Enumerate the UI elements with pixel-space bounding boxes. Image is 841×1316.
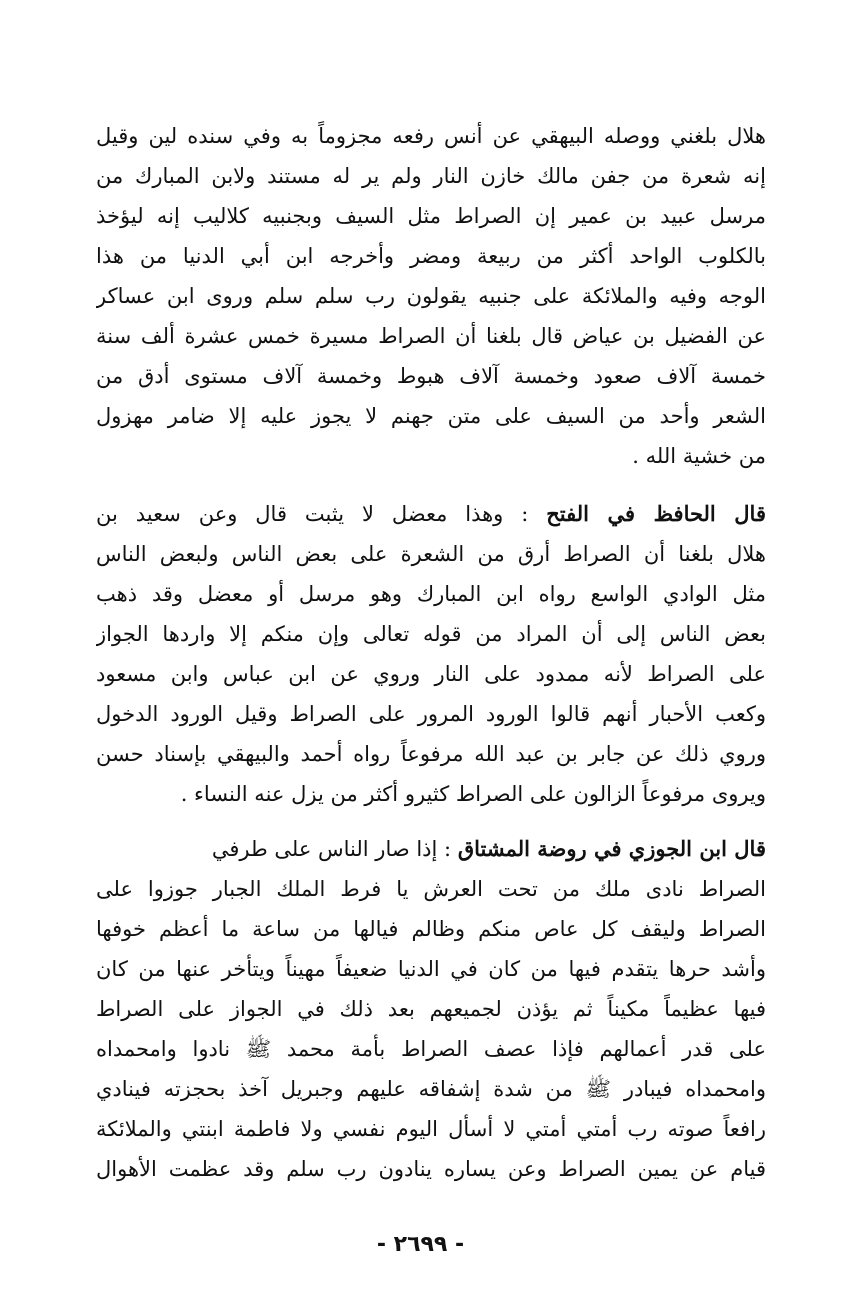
text-line: وكعب الأحبار أنهم قالوا الورود المرور على الصراط وقيل الورود الدخول	[96, 702, 766, 726]
text-line: رافعاً صوته رب أمتي أمتي لا أسأل اليوم نفسي ولا فاطمة ابنتي والملائكة	[96, 1117, 766, 1141]
paragraph-heading: قال الحافظ في الفتح	[546, 501, 766, 526]
paragraph-heading: قال ابن الجوزي في روضة المشتاق	[457, 836, 766, 861]
page-number: - ٢٦٩٩ -	[376, 1232, 465, 1257]
paragraph-3	[96, 829, 766, 1189]
text-line: ويروى مرفوعاً الزالون على الصراط كثيرو أكثر من يزل عنه النساء .	[180, 782, 766, 806]
text-line: مثل الوادي الواسع رواه ابن المبارك وهو مرسل أو معضل وقد ذهب	[96, 582, 766, 606]
text-line: بالكلوب الواحد أكثر من ربيعة ومضر وأخرجه ابن أبي الدنيا من هذا	[96, 244, 766, 268]
text-line-rest: : وهذا معضل لا يثبت قال وعن سعيد بن	[96, 502, 529, 526]
text-line: من خشية الله .	[632, 444, 766, 468]
paragraph-2	[96, 494, 766, 814]
text-line: خمسة آلاف صعود وخمسة آلاف هبوط وخمسة آلاف مستوى أدق من	[96, 364, 766, 388]
text-line: على الصراط لأنه ممدود على النار وروي عن ابن عباس وابن مسعود	[96, 662, 766, 686]
text-line: إنه شعرة من جفن مالك خازن النار ولم ير له مستند ولابن المبارك من	[96, 164, 766, 188]
text-line-with-heading	[96, 494, 766, 534]
paragraph-1	[96, 116, 766, 476]
text-line: هلال بلغني ووصله البيهقي عن أنس رفعه مجزوماً به وفي سنده لين وقيل	[96, 124, 766, 148]
text-line: هلال بلغنا أن الصراط أرق من الشعرة على بعض الناس ولبعض الناس	[96, 542, 766, 566]
text-line-rest: : إذا صار الناس على طرفي	[211, 837, 452, 861]
text-line: مرسل عبيد بن عمير إن الصراط مثل السيف وبجنبيه كلاليب إنه ليؤخذ	[96, 204, 766, 228]
text-line-with-heading	[96, 829, 766, 869]
text-line: الوجه وفيه والملائكة على جنبيه يقولون رب سلم سلم وروى ابن عساكر	[96, 284, 766, 308]
text-line: الشعر وأحد من السيف على متن جهنم لا يجوز عليه إلا ضامر مهزول	[96, 404, 766, 428]
text-line: عن الفضيل بن عياض قال بلغنا أن الصراط مسيرة خمس عشرة ألف سنة	[96, 324, 766, 348]
text-line: وامحمداه فيبادر ﷺ من شدة إشفاقه عليهم وجبريل آخذ بحجزته فينادي	[96, 1077, 766, 1101]
text-line: بعض الناس إلى أن المراد من قوله تعالى وإن منكم إلا واردها الجواز	[96, 622, 766, 646]
text-line: وروي ذلك عن جابر بن عبد الله مرفوعاً رواه أحمد والبيهقي بإسناد حسن	[96, 742, 766, 766]
text-line: على قدر أعمالهم فإذا عصف الصراط بأمة محمد ﷺ نادوا وامحمداه	[96, 1037, 766, 1061]
text-line: قيام عن يمين الصراط وعن يساره ينادون رب سلم وقد عظمت الأهوال	[96, 1157, 766, 1181]
text-line: الصراط نادى ملك من تحت العرش يا فرط الملك الجبار جوزوا على	[96, 877, 766, 901]
text-line: فيها عظيماً مكيناً ثم يؤذن لجميعهم بعد ذلك في الجواز على الصراط	[96, 997, 766, 1021]
text-line: وأشد حرها يتقدم فيها من كان في الدنيا ضعيفاً مهيناً ويتأخر عنها من كان	[96, 957, 766, 981]
text-line: الصراط وليقف كل عاص منكم وظالم فيالها من ساعة ما أعظم خوفها	[96, 917, 766, 941]
